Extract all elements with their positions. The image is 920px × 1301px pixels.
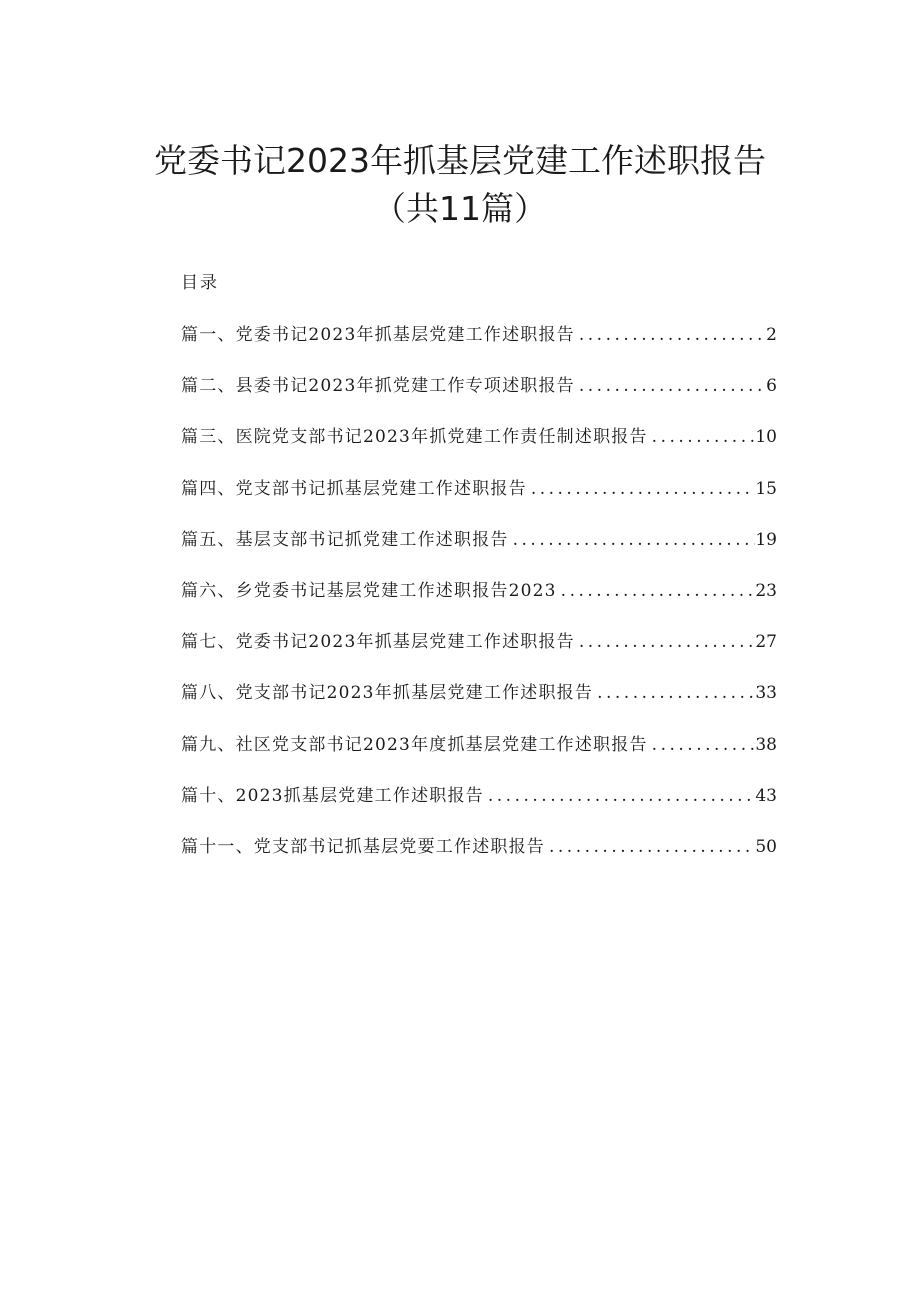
- toc-item-page: 19: [755, 529, 777, 550]
- toc-item-label: 篇十、2023抓基层党建工作述职报告: [181, 785, 484, 806]
- toc-item-page: 43: [755, 785, 777, 806]
- toc-leader-dots: [575, 632, 755, 652]
- toc-leader-dots: [593, 683, 755, 703]
- toc-item-label: 篇二、县委书记2023年抓党建工作专项述职报告: [181, 376, 575, 397]
- toc-leader-dots: [527, 479, 756, 499]
- toc-leader-dots: [648, 735, 756, 755]
- toc-item-label: 篇十一、党支部书记抓基层党要工作述职报告: [181, 836, 545, 857]
- toc-item-label: 篇七、党委书记2023年抓基层党建工作述职报告: [181, 632, 575, 653]
- toc-leader-dots: [484, 786, 755, 806]
- toc-item-page: 10: [755, 427, 777, 448]
- toc-item[interactable]: [181, 832, 777, 883]
- toc-item-label: 篇八、党支部书记2023年抓基层党建工作述职报告: [181, 683, 594, 704]
- toc-item[interactable]: [181, 474, 777, 525]
- toc-item[interactable]: [181, 422, 777, 473]
- title-block: [0, 138, 920, 232]
- toc-item-page: 6: [766, 376, 777, 397]
- toc-item[interactable]: [181, 678, 777, 729]
- toc-item-page: 2: [766, 325, 777, 345]
- document-subtitle: （共11篇）: [373, 189, 547, 228]
- toc-leader-dots: [575, 376, 766, 396]
- toc-leader-dots: [575, 325, 766, 345]
- toc-item-page: 50: [755, 836, 777, 857]
- table-of-contents: [181, 320, 777, 883]
- toc-item[interactable]: [181, 371, 777, 422]
- document-title: 党委书记2023年抓基层党建工作述职报告: [154, 141, 766, 180]
- toc-heading: 目录: [181, 273, 219, 293]
- toc-item-label: 篇五、基层支部书记抓党建工作述职报告: [181, 529, 509, 550]
- toc-item-page: 23: [755, 580, 777, 601]
- toc-leader-dots: [648, 427, 756, 447]
- toc-item-label: 篇四、党支部书记抓基层党建工作述职报告: [181, 478, 527, 499]
- toc-item-label: 篇三、医院党支部书记2023年抓党建工作责任制述职报告: [181, 427, 648, 448]
- toc-item-page: 33: [755, 683, 777, 704]
- toc-item[interactable]: [181, 730, 777, 781]
- toc-item[interactable]: [181, 525, 777, 576]
- toc-leader-dots: [557, 581, 756, 601]
- toc-item-page: 38: [755, 734, 777, 755]
- toc-item[interactable]: [181, 320, 777, 371]
- toc-item-page: 15: [755, 478, 777, 499]
- toc-item[interactable]: [181, 781, 777, 832]
- toc-item-label: 篇六、乡党委书记基层党建工作述职报告2023: [181, 580, 557, 601]
- toc-leader-dots: [545, 837, 755, 857]
- toc-item[interactable]: [181, 627, 777, 678]
- toc-item-page: 27: [755, 632, 777, 653]
- toc-item-label: 篇一、党委书记2023年抓基层党建工作述职报告: [181, 325, 575, 345]
- toc-item-label: 篇九、社区党支部书记2023年度抓基层党建工作述职报告: [181, 734, 648, 755]
- toc-item[interactable]: [181, 576, 777, 627]
- toc-leader-dots: [509, 530, 756, 550]
